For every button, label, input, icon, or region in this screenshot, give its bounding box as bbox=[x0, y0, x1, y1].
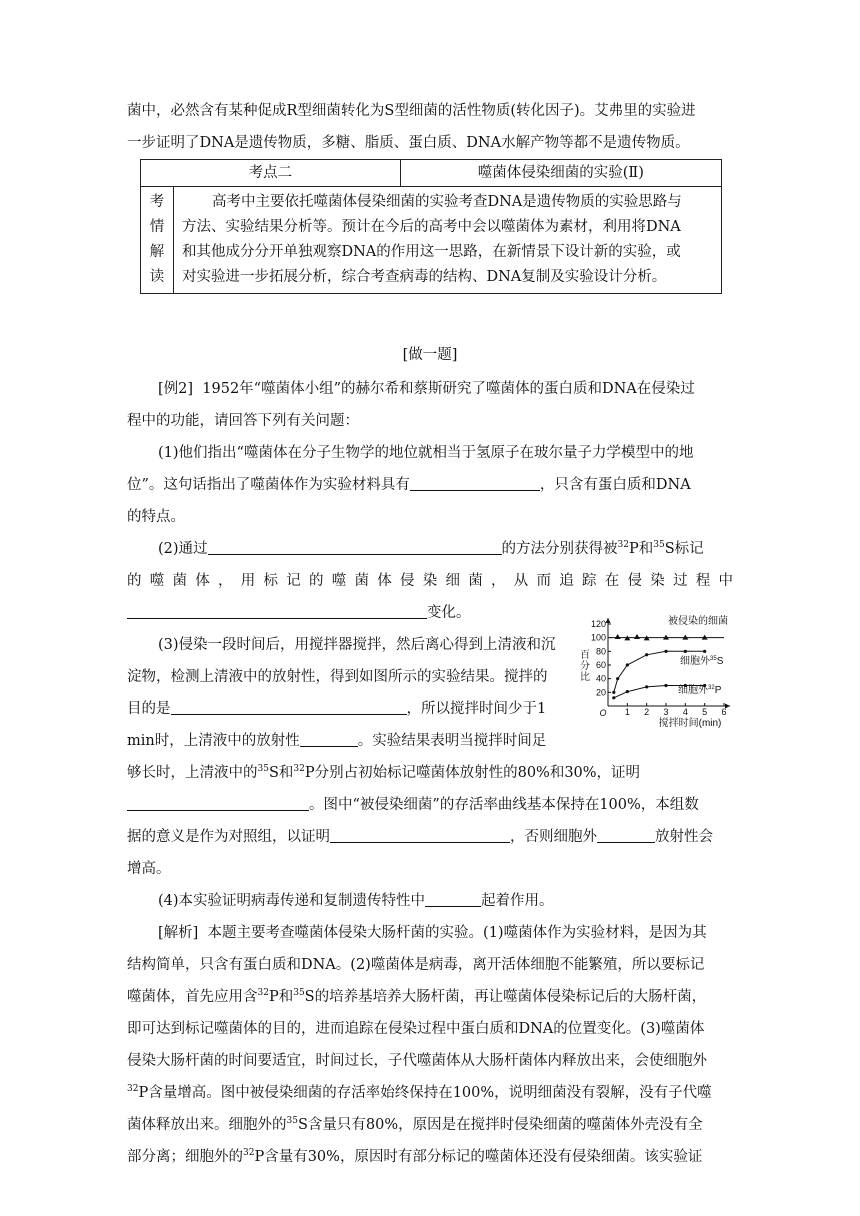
series-label: 细胞外$^{35}$S bbox=[680, 656, 724, 667]
topic-side-label bbox=[141, 187, 174, 294]
q3-line-5: 够长时，上清液中的$^{35}$S和$^{32}$P分别占初始标记噬菌体放射性的80%和30%，证明 bbox=[127, 764, 641, 781]
y-tick-label: 120 bbox=[590, 619, 606, 629]
q4-line-1: (4)本实验证明病毒传递和复制遗传特性中 起着作用。 bbox=[158, 893, 554, 909]
data-point bbox=[664, 650, 667, 653]
section-title: [做一题] bbox=[402, 347, 458, 363]
q2-line-2: 的噬菌体，用标记的噬菌体侵染细菌，从而追踪在侵染过程中 bbox=[127, 573, 733, 589]
analysis-line-2: 结构简单，只含有蛋白质和DNA。(2)噬菌体是病毒，离开活体细胞不能繁殖，所以要标记 bbox=[127, 957, 705, 973]
data-point bbox=[615, 634, 621, 639]
answer-blank[interactable] bbox=[597, 828, 655, 843]
y-tick-label: 100 bbox=[590, 632, 606, 643]
analysis-line-5: 侵染大肠杆菌的时间要适宜，时间过长，子代噬菌体从大肠杆菌体内释放出来，会使细胞外 bbox=[127, 1053, 707, 1069]
data-point bbox=[645, 653, 648, 656]
q1-line-1: (1)他们指出“噬菌体在分子生物学的地位就相当于氢原子在玻尔量子力学模型中的地 bbox=[158, 445, 694, 461]
example-tag: [例2] bbox=[158, 381, 194, 397]
q2-line-3: 变化。 bbox=[127, 603, 471, 623]
desc-line: 和其他成分分开单独观察DNA的作用这一思路，在新情景下设计新的实验，或 bbox=[182, 244, 681, 260]
y-axis-label: 比 bbox=[580, 672, 590, 683]
intro-line-2: 一步证明了DNA是遗传物质，多糖、脂质、蛋白质、DNA水解产物等都不是遗传物质。 bbox=[127, 135, 690, 151]
data-point bbox=[664, 684, 667, 687]
radioactivity-chart bbox=[578, 612, 740, 728]
data-point bbox=[616, 677, 619, 680]
analysis-line-7: 菌体释放出来。细胞外的$^{35}$S含量只有80%，原因是在搅拌时侵染细菌的噬菌体外壳没有全 bbox=[127, 1116, 703, 1133]
example-line-1: [例2] 1952年“噬菌体小组”的赫尔希和蔡斯研究了噬菌体的蛋白质和DNA在侵染过 bbox=[158, 381, 695, 397]
data-point bbox=[634, 634, 640, 639]
analysis-tag: [解析] bbox=[158, 925, 199, 941]
y-axis-arrow bbox=[606, 618, 611, 623]
x-tick-label: 2 bbox=[644, 707, 650, 717]
topic-description bbox=[174, 187, 722, 294]
q3-line-3: 目的是 ，所以搅拌时间少于1 bbox=[127, 701, 547, 717]
analysis-line-1: [解析] 本题主要考查噬菌体侵染大肠杆菌的实验。(1)噬菌体作为实验材料，是因为其 bbox=[158, 925, 707, 941]
x-axis-label: 搅拌时间(min) bbox=[658, 718, 722, 728]
data-point bbox=[626, 663, 629, 666]
intro-line-1: 菌中，必然含有某种促成R型细菌转化为S型细菌的活性物质(转化因子)。艾弗里的实验进 bbox=[127, 103, 696, 119]
data-point bbox=[612, 691, 615, 694]
data-point bbox=[612, 696, 615, 699]
topic-number: 考点二 bbox=[141, 160, 401, 187]
desc-line: 对实验进一步拓展分析，综合考查病毒的结构、DNA复制及实验设计分析。 bbox=[182, 269, 667, 285]
side-char: 考 bbox=[149, 194, 165, 210]
answer-blank[interactable] bbox=[171, 700, 407, 715]
answer-blank[interactable] bbox=[208, 540, 502, 555]
q1-line-2: 位”。这句话指出了噬菌体作为实验材料具有 ，只含有蛋白质和DNA bbox=[127, 477, 691, 493]
y-tick-label: 20 bbox=[595, 687, 606, 698]
analysis-line-8: 部分离；细胞外的$^{32}$P含量有30%，原因时有部分标记的噬菌体还没有侵染细菌。该实验证 bbox=[127, 1148, 703, 1165]
example-line-2: 程中的功能，请回答下列有关问题： bbox=[127, 413, 359, 429]
x-tick-label: 6 bbox=[721, 707, 727, 717]
desc-line: 方法、实验结果分析等。预计在今后的高考中会以噬菌体为素材，利用将DNA bbox=[182, 219, 681, 235]
desc-line: 高考中主要依托噬菌体侵染细菌的实验考查DNA是遗传物质的实验思路与 bbox=[212, 194, 682, 210]
data-point bbox=[703, 650, 706, 653]
data-point bbox=[645, 685, 648, 688]
answer-blank[interactable] bbox=[330, 828, 510, 843]
side-char: 读 bbox=[149, 269, 165, 285]
y-tick-label: 80 bbox=[595, 646, 606, 657]
side-char: 情 bbox=[149, 219, 165, 235]
answer-blank[interactable] bbox=[127, 604, 427, 619]
analysis-line-4: 即可达到标记噬菌体的目的，进而追踪在侵染过程中蛋白质和DNA的位置变化。(3)噬菌体 bbox=[127, 1021, 705, 1037]
x-tick-label: 1 bbox=[624, 707, 630, 717]
q3-line-2: 淀物，检测上清液中的放射性，得到如图所示的实验结果。搅拌的 bbox=[127, 669, 548, 685]
series-label: 细胞外$^{32}$P bbox=[678, 685, 722, 696]
answer-blank[interactable] bbox=[300, 732, 358, 747]
q3-line-8: 增高。 bbox=[127, 861, 171, 877]
origin-label: O bbox=[599, 708, 607, 718]
x-tick-label: 3 bbox=[663, 707, 669, 717]
q3-line-7: 据的意义是作为对照组，以证明 ，否则细胞外 放射性会 bbox=[127, 829, 713, 845]
y-tick-label: 40 bbox=[595, 673, 606, 684]
q1-line-3: 的特点。 bbox=[127, 509, 185, 525]
data-point bbox=[684, 650, 687, 653]
side-char: 解 bbox=[149, 244, 165, 260]
y-tick-label: 60 bbox=[595, 660, 606, 670]
analysis-line-3: 噬菌体，首先应用含$^{32}$P和$^{35}$S的培养基培养大肠杆菌，再让噬菌体侵染标记后的大肠杆菌， bbox=[127, 988, 707, 1005]
q3-line-1: (3)侵染一段时间后，用搅拌器搅拌，然后离心得到上清液和沉 bbox=[158, 637, 556, 653]
x-tick-label: 5 bbox=[702, 707, 708, 717]
topic-title: 噬菌体侵染细菌的实验(Ⅱ) bbox=[400, 160, 721, 187]
q3-line-4: min时，上清液中的放射性 。实验结果表明当搅拌时间足 bbox=[127, 733, 547, 749]
data-point bbox=[626, 690, 629, 693]
answer-blank[interactable] bbox=[425, 892, 481, 907]
y-axis-label: 分 bbox=[580, 661, 590, 672]
y-axis-label: 百 bbox=[580, 650, 590, 661]
topic-table bbox=[140, 159, 722, 294]
answer-blank[interactable] bbox=[127, 796, 309, 811]
analysis-line-6: $^{32}$P含量增高。图中被侵染细菌的存活率始终保持在100%，说明细菌没有裂解，没有子代噬 bbox=[127, 1084, 712, 1101]
series-label: 被侵染的细菌 bbox=[668, 616, 728, 627]
answer-blank[interactable] bbox=[410, 476, 540, 491]
q3-line-6: 。图中“被侵染细菌”的存活率曲线基本保持在100%，本组数 bbox=[127, 795, 699, 815]
x-tick-label: 4 bbox=[682, 707, 688, 717]
q2-line-1: (2)通过 的方法分别获得被$^{32}$P和$^{35}$S标记 bbox=[158, 540, 704, 557]
